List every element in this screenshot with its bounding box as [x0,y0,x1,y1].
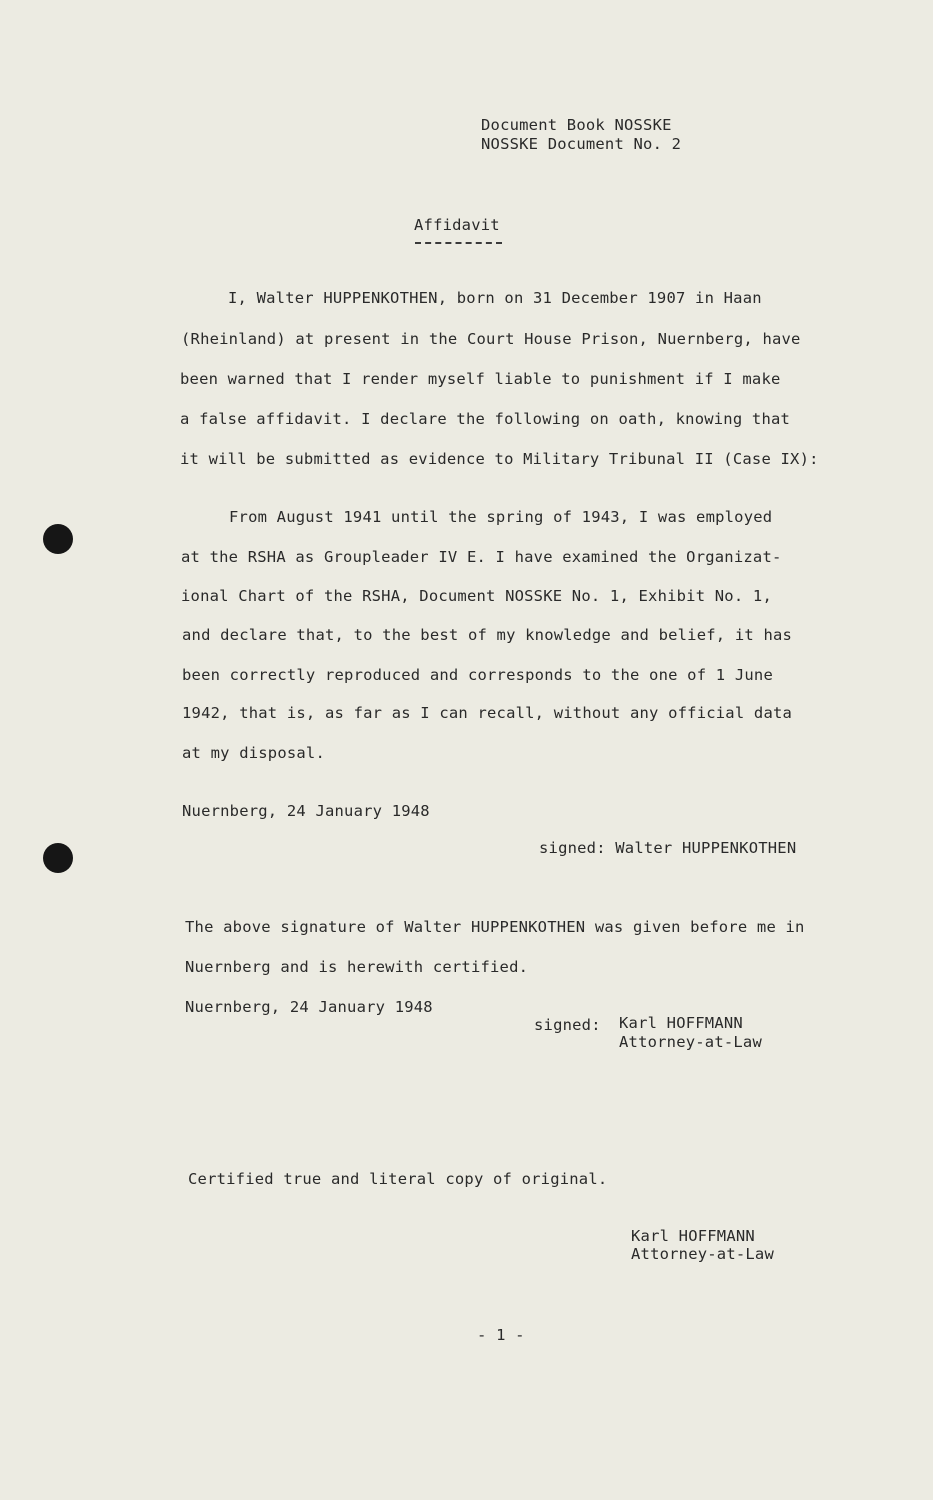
para2-line7: at my disposal. [182,744,325,762]
signed-name-2: Karl HOFFMANN [619,1014,743,1032]
certified-copy-note: Certified true and literal copy of original. [188,1170,608,1188]
para1-line2: (Rheinland) at present in the Court House Prison, Nuernberg, have [181,330,801,348]
certification-line2: Nuernberg and is herewith certified. [185,958,529,976]
signed-label-2: signed: [534,1016,601,1034]
para2-line6: 1942, that is, as far as I can recall, without any official data [182,704,793,722]
certification-line1: The above signature of Walter HUPPENKOTHEN was given before me in [185,918,805,936]
final-signature-title: Attorney-at-Law [631,1245,774,1263]
para2-line3: ional Chart of the RSHA, Document NOSSKE No. 1, Exhibit No. 1, [181,587,772,605]
signed-title-2: Attorney-at-Law [619,1033,762,1051]
header-document-no: NOSSKE Document No. 2 [481,135,682,153]
title-underline [415,242,502,244]
document-title: Affidavit [414,216,500,234]
final-signature-name: Karl HOFFMANN [631,1227,755,1245]
header-document-book: Document Book NOSSKE [481,116,672,134]
para2-line1: From August 1941 until the spring of 1943, I was employed [229,508,773,526]
para2-line5: been correctly reproduced and corresponds to the one of 1 June [182,666,773,684]
para1-line4: a false affidavit. I declare the following on oath, knowing that [180,410,791,428]
para2-line2: at the RSHA as Groupleader IV E. I have examined the Organizat- [181,548,782,566]
page-number: - 1 - [477,1326,525,1344]
place-date-1: Nuernberg, 24 January 1948 [182,802,430,820]
punch-hole-top [43,524,73,554]
para2-line4: and declare that, to the best of my knowledge and belief, it has [182,626,793,644]
punch-hole-bottom [43,843,73,873]
para1-line3: been warned that I render myself liable to punishment if I make [180,370,781,388]
para1-line1: I, Walter HUPPENKOTHEN, born on 31 December 1907 in Haan [228,289,762,307]
signed-huppenkothen: signed: Walter HUPPENKOTHEN [539,839,797,857]
para1-line5: it will be submitted as evidence to Military Tribunal II (Case IX): [180,450,819,468]
place-date-2: Nuernberg, 24 January 1948 [185,998,433,1016]
